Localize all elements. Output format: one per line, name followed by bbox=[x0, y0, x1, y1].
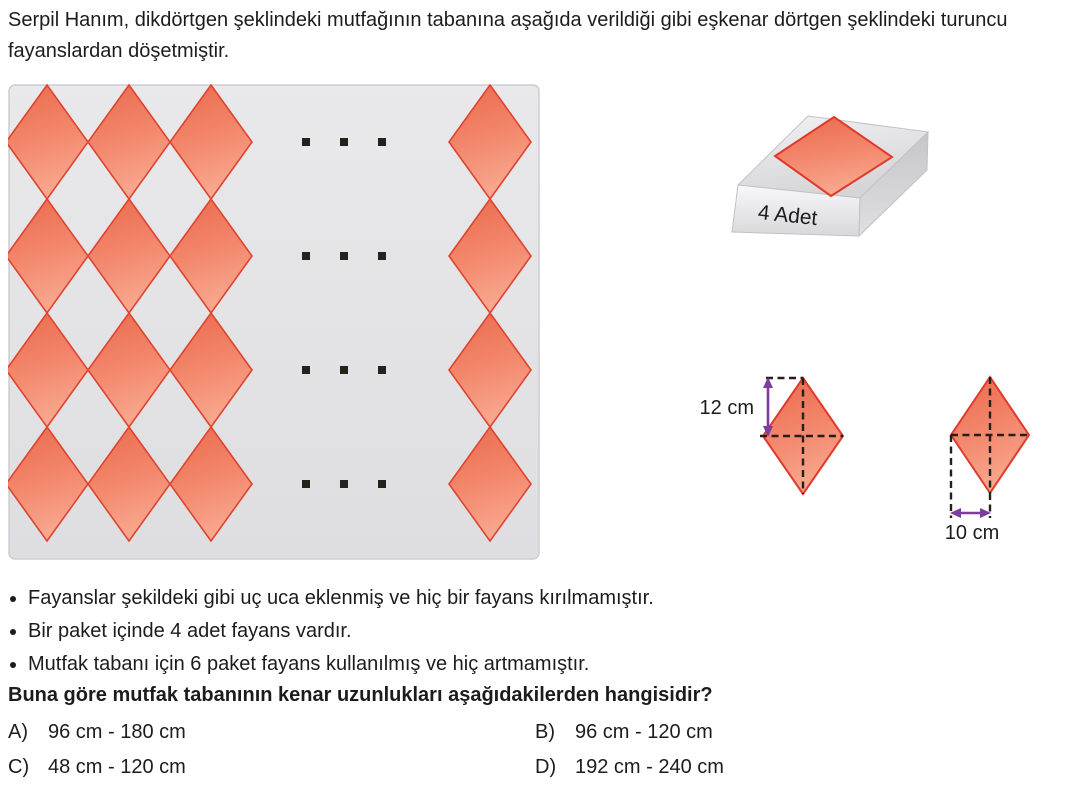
tile-horizontal-measure-figure bbox=[930, 368, 1076, 553]
package-count-label: 4 Adet bbox=[756, 200, 819, 231]
answer-options bbox=[8, 721, 1070, 779]
option-letter: C) bbox=[8, 756, 30, 778]
option-value: 96 cm - 180 cm bbox=[48, 721, 186, 743]
floor-plan-figure bbox=[8, 84, 540, 565]
measure-arrow-vertical bbox=[763, 377, 773, 437]
question-text: Buna göre mutfak tabanının kenar uzunlukları aşağıdakilerden hangisidir? bbox=[8, 684, 713, 706]
constraint-list bbox=[12, 582, 654, 681]
constraint-item: • Fayanslar şekildeki gibi uç uca eklenmiş ve hiç bir fayans kırılmamıştır. bbox=[28, 582, 654, 615]
continuation-dot bbox=[302, 480, 310, 488]
continuation-dot bbox=[340, 138, 348, 146]
option-value: 192 cm - 240 cm bbox=[575, 756, 724, 778]
answer-option-d bbox=[535, 756, 1070, 779]
continuation-dot bbox=[378, 366, 386, 374]
option-letter: A) bbox=[8, 721, 28, 743]
option-value: 48 cm - 120 cm bbox=[48, 756, 186, 778]
continuation-dot bbox=[302, 138, 310, 146]
continuation-dot bbox=[340, 480, 348, 488]
floor-plan-svg bbox=[8, 84, 540, 560]
tile-12cm-svg bbox=[690, 368, 860, 508]
continuation-dot bbox=[340, 252, 348, 260]
continuation-dot bbox=[302, 252, 310, 260]
option-letter: D) bbox=[535, 756, 557, 778]
measure-arrow-horizontal bbox=[950, 508, 991, 518]
option-value: 96 cm - 120 cm bbox=[575, 721, 713, 743]
answer-option-a bbox=[8, 721, 535, 744]
problem-intro: Serpil Hanım, dikdörtgen şeklindeki mutfağının tabanına aşağıda verildiği gibi eşkenar dörtgen şeklindeki turuncu fayanslardan döşetmiştir. bbox=[8, 9, 1008, 62]
tile-vertical-measure-figure bbox=[690, 368, 860, 513]
continuation-dot bbox=[378, 138, 386, 146]
answer-option-b bbox=[535, 721, 1070, 744]
measure-10cm-label: 10 cm bbox=[944, 522, 1000, 544]
continuation-dot bbox=[302, 366, 310, 374]
constraint-item: • Mutfak tabanı için 6 paket fayans kullanılmış ve hiç artmamıştır. bbox=[28, 648, 654, 681]
tile-10cm-svg bbox=[930, 368, 1076, 548]
tile-package-svg bbox=[715, 88, 975, 248]
continuation-dot bbox=[340, 366, 348, 374]
continuation-dot bbox=[378, 252, 386, 260]
measure-12cm-label: 12 cm bbox=[699, 397, 754, 419]
tile-package-figure bbox=[715, 88, 975, 253]
option-letter: B) bbox=[535, 721, 555, 743]
constraint-item: • Bir paket içinde 4 adet fayans vardır. bbox=[28, 615, 654, 648]
answer-option-c bbox=[8, 756, 535, 779]
continuation-dot bbox=[378, 480, 386, 488]
